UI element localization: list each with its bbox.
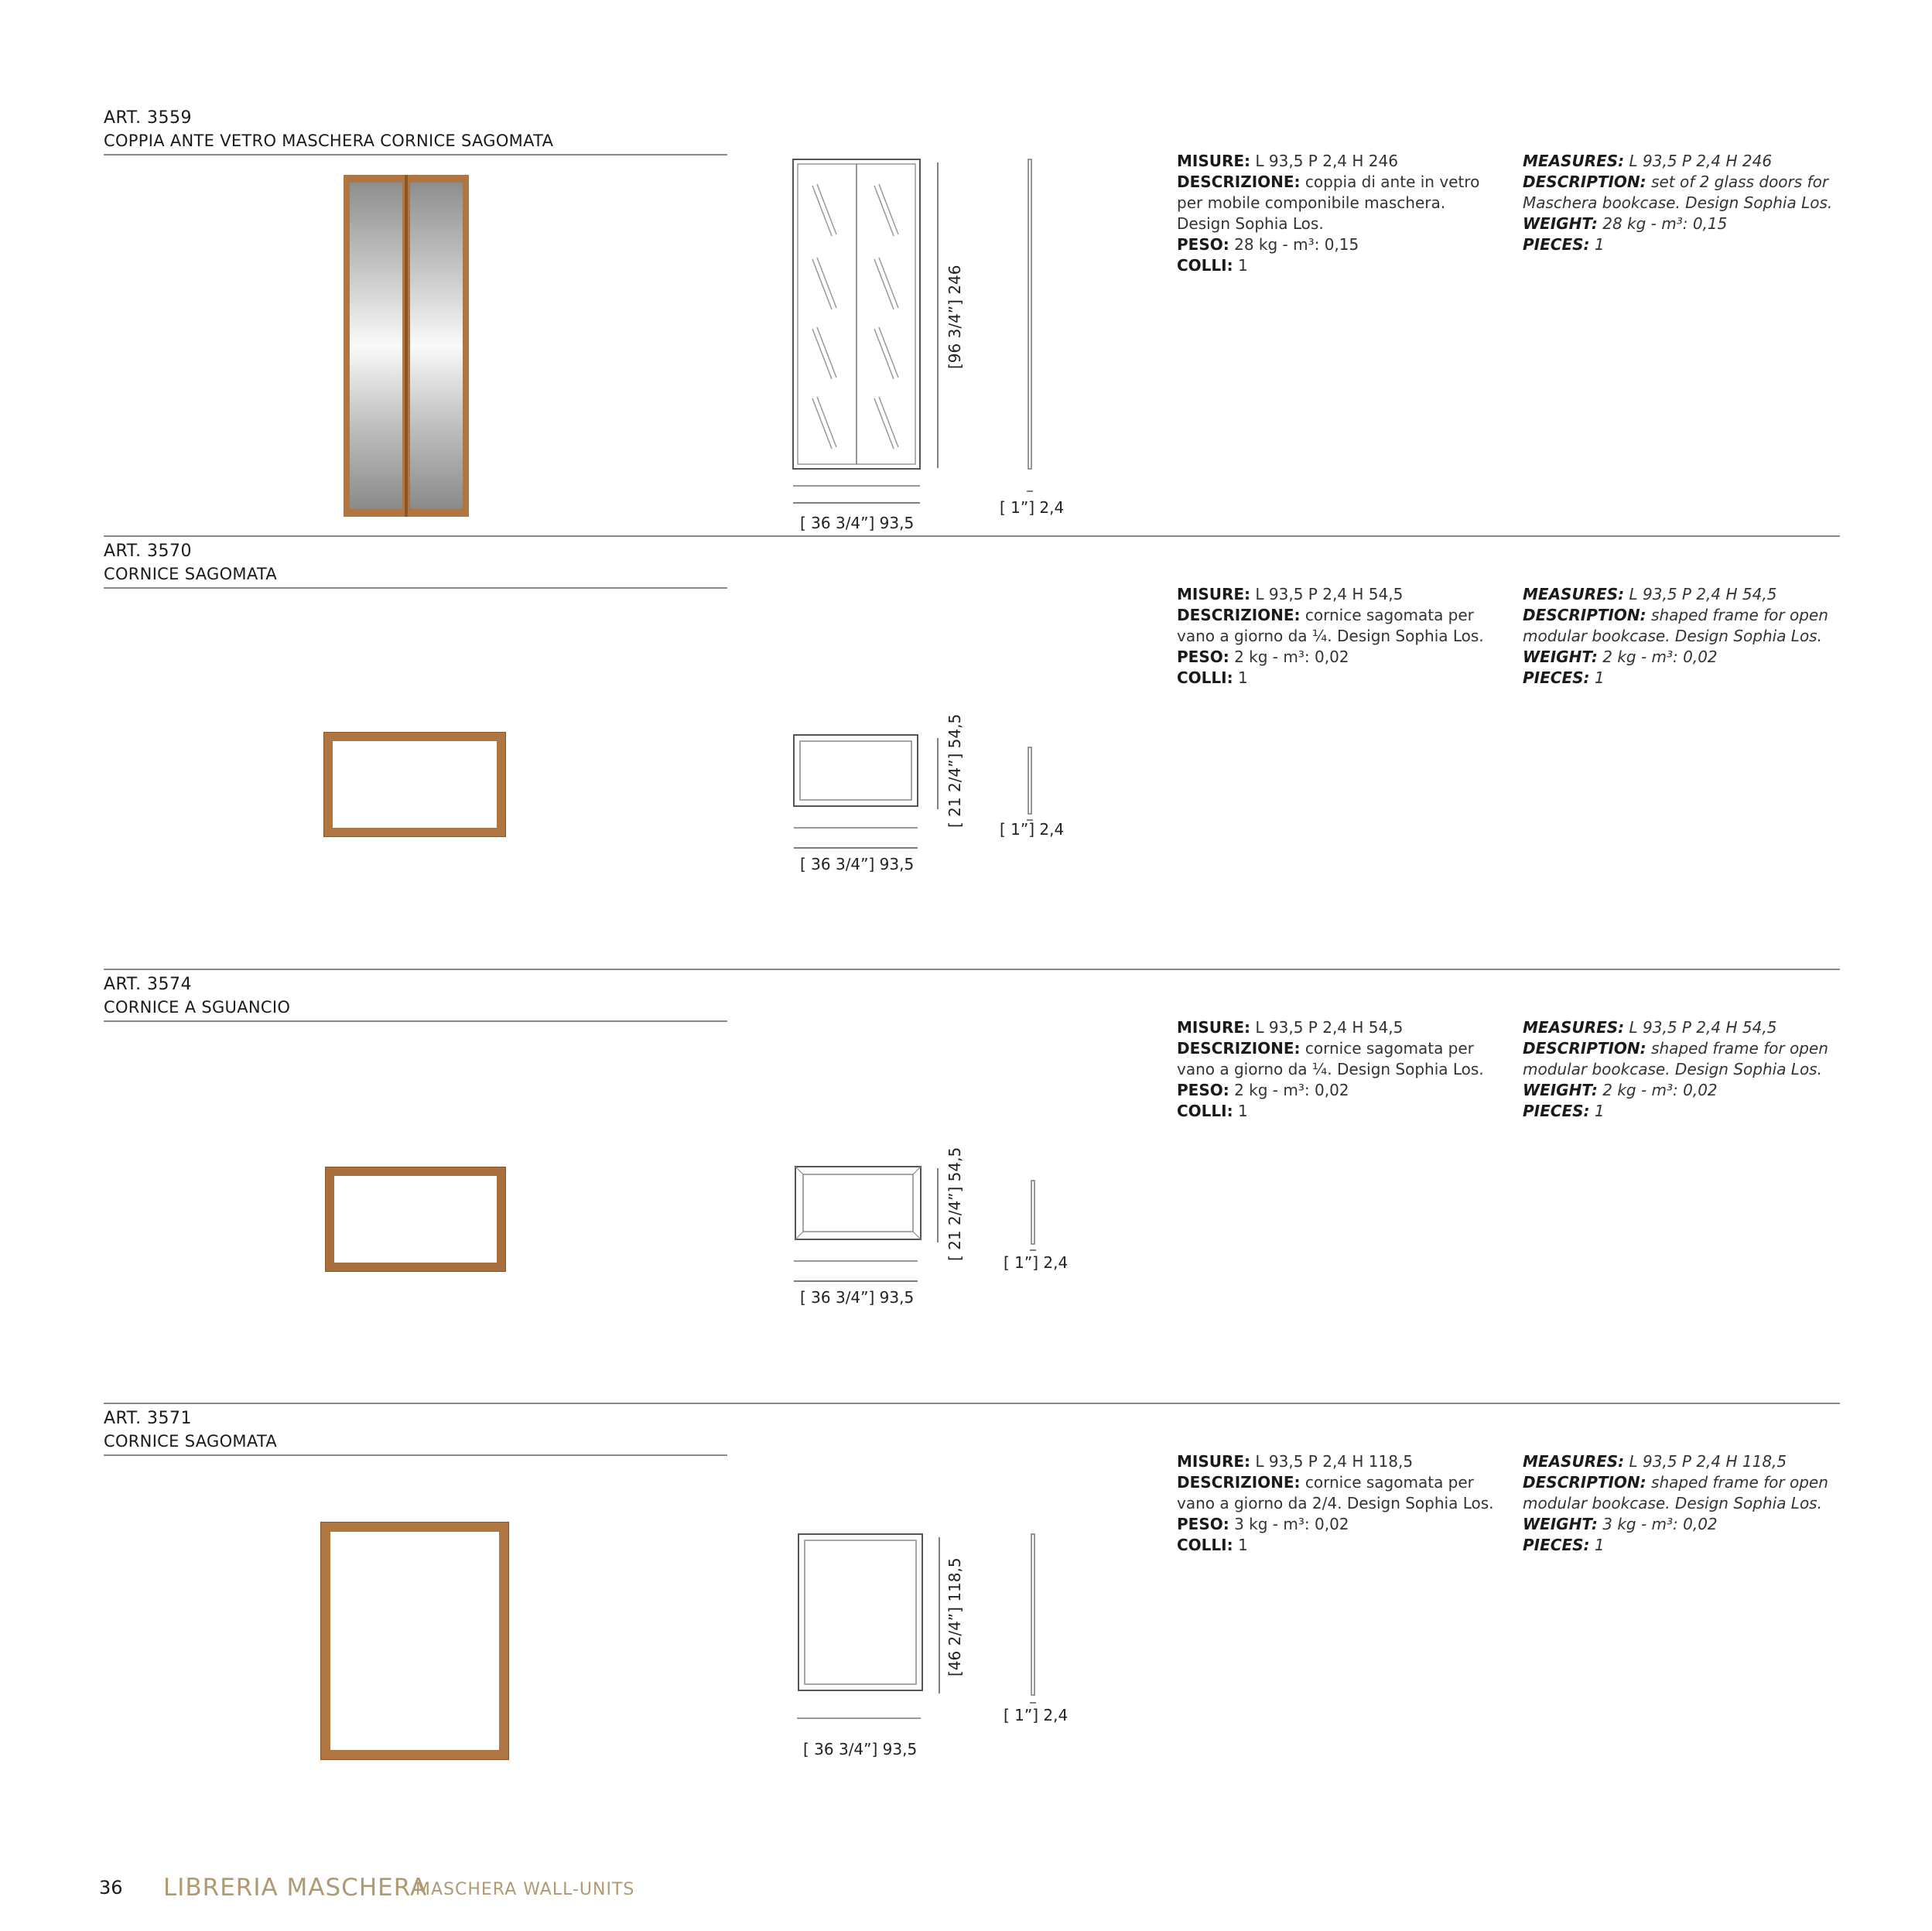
value-pieces: 1 [1594, 235, 1605, 254]
article-code: ART. 3559 [104, 108, 193, 128]
label-description: DESCRIZIONE: [1177, 606, 1301, 624]
value-pieces: 1 [1237, 1102, 1248, 1120]
label-measures: MEASURES: [1523, 1452, 1625, 1471]
article-3571 [0, 1300, 1932, 1796]
label-pieces: COLLI: [1177, 1536, 1233, 1554]
value-weight: 28 kg - m³: 0,15 [1234, 235, 1359, 254]
label-pieces: PIECES: [1523, 235, 1590, 254]
article-code: ART. 3574 [104, 975, 193, 994]
label-weight: WEIGHT: [1523, 1515, 1598, 1533]
value-pieces: 1 [1594, 1102, 1605, 1120]
value-measures: L 93,5 P 2,4 H 118,5 [1629, 1452, 1787, 1471]
article-code: ART. 3571 [104, 1409, 193, 1428]
label-measures: MISURE: [1177, 1018, 1251, 1037]
label-measures: MISURE: [1177, 585, 1251, 603]
dimension-width: [ 36 3/4”] 93,5 [800, 514, 915, 532]
title-underline [104, 1020, 727, 1022]
label-pieces: PIECES: [1523, 1102, 1590, 1120]
info-english [1523, 151, 1848, 255]
value-description: cornice sagomata per vano a giorno da ¼. Design Sophia Los. [1177, 606, 1484, 645]
label-pieces: COLLI: [1177, 668, 1233, 687]
title-underline [104, 1454, 727, 1456]
article-code: ART. 3570 [104, 542, 193, 561]
label-measures: MEASURES: [1523, 585, 1625, 603]
value-weight: 2 kg - m³: 0,02 [1602, 648, 1718, 666]
dimension-depth: [ 1”] 2,4 [1004, 1706, 1069, 1724]
label-weight: WEIGHT: [1523, 214, 1598, 233]
article-3559 [0, 0, 1932, 532]
footer-title: LIBRERIA MASCHERA [163, 1874, 428, 1902]
label-measures: MISURE: [1177, 152, 1251, 170]
technical-drawing-front [792, 1533, 947, 1734]
label-description: DESCRIPTION: [1523, 1473, 1646, 1492]
label-weight: WEIGHT: [1523, 648, 1598, 666]
label-description: DESCRIZIONE: [1177, 1473, 1301, 1492]
label-description: DESCRIPTION: [1523, 606, 1646, 624]
value-description: coppia di ante in vetro per mobile componibile maschera. Design Sophia Los. [1177, 173, 1480, 233]
value-description: shaped frame for open modular bookcase. Design Sophia Los. [1523, 1039, 1828, 1078]
info-english [1523, 1017, 1848, 1122]
value-weight: 2 kg - m³: 0,02 [1602, 1081, 1718, 1099]
product-photo-frame [325, 1167, 506, 1272]
technical-drawing-side [1026, 746, 1034, 823]
value-description: cornice sagomata per vano a giorno da ¼. Design Sophia Los. [1177, 1039, 1484, 1078]
product-photo-frame [323, 732, 506, 837]
value-description: cornice sagomata per vano a giorno da 2/4. Design Sophia Los. [1177, 1473, 1494, 1512]
value-weight: 28 kg - m³: 0,15 [1602, 214, 1728, 233]
dimension-height: [46 2/4”] 118,5 [945, 1557, 964, 1676]
label-measures: MEASURES: [1523, 152, 1625, 170]
label-weight: PESO: [1177, 648, 1229, 666]
page-number: 36 [99, 1877, 123, 1899]
value-measures: L 93,5 P 2,4 H 54,5 [1255, 1018, 1404, 1037]
article-3570 [0, 433, 1932, 873]
value-measures: L 93,5 P 2,4 H 246 [1255, 152, 1398, 170]
info-italian [1177, 1451, 1502, 1556]
info-english [1523, 1451, 1848, 1556]
value-pieces: 1 [1594, 668, 1605, 687]
info-italian [1177, 151, 1502, 276]
value-weight: 2 kg - m³: 0,02 [1234, 648, 1349, 666]
label-pieces: PIECES: [1523, 1536, 1590, 1554]
value-weight: 3 kg - m³: 0,02 [1602, 1515, 1718, 1533]
value-weight: 2 kg - m³: 0,02 [1234, 1081, 1349, 1099]
label-pieces: PIECES: [1523, 668, 1590, 687]
label-description: DESCRIPTION: [1523, 1039, 1646, 1058]
title-underline [104, 587, 727, 589]
value-pieces: 1 [1237, 1536, 1248, 1554]
technical-drawing-side [1029, 1179, 1037, 1256]
value-pieces: 1 [1237, 668, 1248, 687]
label-weight: WEIGHT: [1523, 1081, 1598, 1099]
info-italian [1177, 584, 1502, 689]
label-description: DESCRIZIONE: [1177, 1039, 1301, 1058]
value-measures: L 93,5 P 2,4 H 54,5 [1255, 585, 1404, 603]
article-3574 [0, 866, 1932, 1307]
dimension-width: [ 36 3/4”] 93,5 [803, 1740, 918, 1758]
technical-drawing-side [1029, 1533, 1037, 1711]
value-measures: L 93,5 P 2,4 H 54,5 [1629, 1018, 1777, 1037]
value-pieces: 1 [1237, 256, 1248, 275]
label-description: DESCRIZIONE: [1177, 173, 1301, 191]
label-pieces: COLLI: [1177, 1102, 1233, 1120]
dimension-depth: [ 1”] 2,4 [1004, 1253, 1069, 1272]
product-photo-frame [320, 1522, 509, 1760]
value-weight: 3 kg - m³: 0,02 [1234, 1515, 1349, 1533]
value-measures: L 93,5 P 2,4 H 118,5 [1255, 1452, 1414, 1471]
article-name: CORNICE SAGOMATA [104, 565, 278, 583]
technical-drawing-front [791, 732, 945, 856]
article-name: CORNICE A SGUANCIO [104, 998, 291, 1017]
label-measures: MISURE: [1177, 1452, 1251, 1471]
dimension-width: [ 36 3/4”] 93,5 [800, 1288, 915, 1307]
dimension-width: [ 36 3/4”] 93,5 [800, 855, 915, 873]
dimension-depth: [ 1”] 2,4 [1000, 498, 1065, 517]
value-pieces: 1 [1594, 1536, 1605, 1554]
value-description: shaped frame for open modular bookcase. Design Sophia Los. [1523, 1473, 1828, 1512]
label-weight: PESO: [1177, 1515, 1229, 1533]
info-english [1523, 584, 1848, 689]
dimension-depth: [ 1”] 2,4 [1000, 820, 1065, 839]
article-name: COPPIA ANTE VETRO MASCHERA CORNICE SAGOMATA [104, 132, 554, 150]
dimension-height: [ 21 2/4”] 54,5 [945, 713, 964, 828]
label-pieces: COLLI: [1177, 256, 1233, 275]
value-measures: L 93,5 P 2,4 H 246 [1629, 152, 1773, 170]
label-description: DESCRIPTION: [1523, 173, 1646, 191]
dimension-height: [96 3/4”] 246 [945, 265, 964, 369]
footer-subtitle: MASCHERA WALL-UNITS [415, 1880, 635, 1899]
value-description: set of 2 glass doors for Maschera bookcase. Design Sophia Los. [1523, 173, 1833, 212]
info-italian [1177, 1017, 1502, 1122]
article-name: CORNICE SAGOMATA [104, 1432, 278, 1451]
label-measures: MEASURES: [1523, 1018, 1625, 1037]
title-underline [104, 154, 727, 156]
value-description: shaped frame for open modular bookcase. Design Sophia Los. [1523, 606, 1828, 645]
technical-drawing-front [792, 1162, 947, 1286]
value-measures: L 93,5 P 2,4 H 54,5 [1629, 585, 1777, 603]
label-weight: PESO: [1177, 1081, 1229, 1099]
label-weight: PESO: [1177, 235, 1229, 254]
dimension-height: [ 21 2/4”] 54,5 [945, 1147, 964, 1261]
